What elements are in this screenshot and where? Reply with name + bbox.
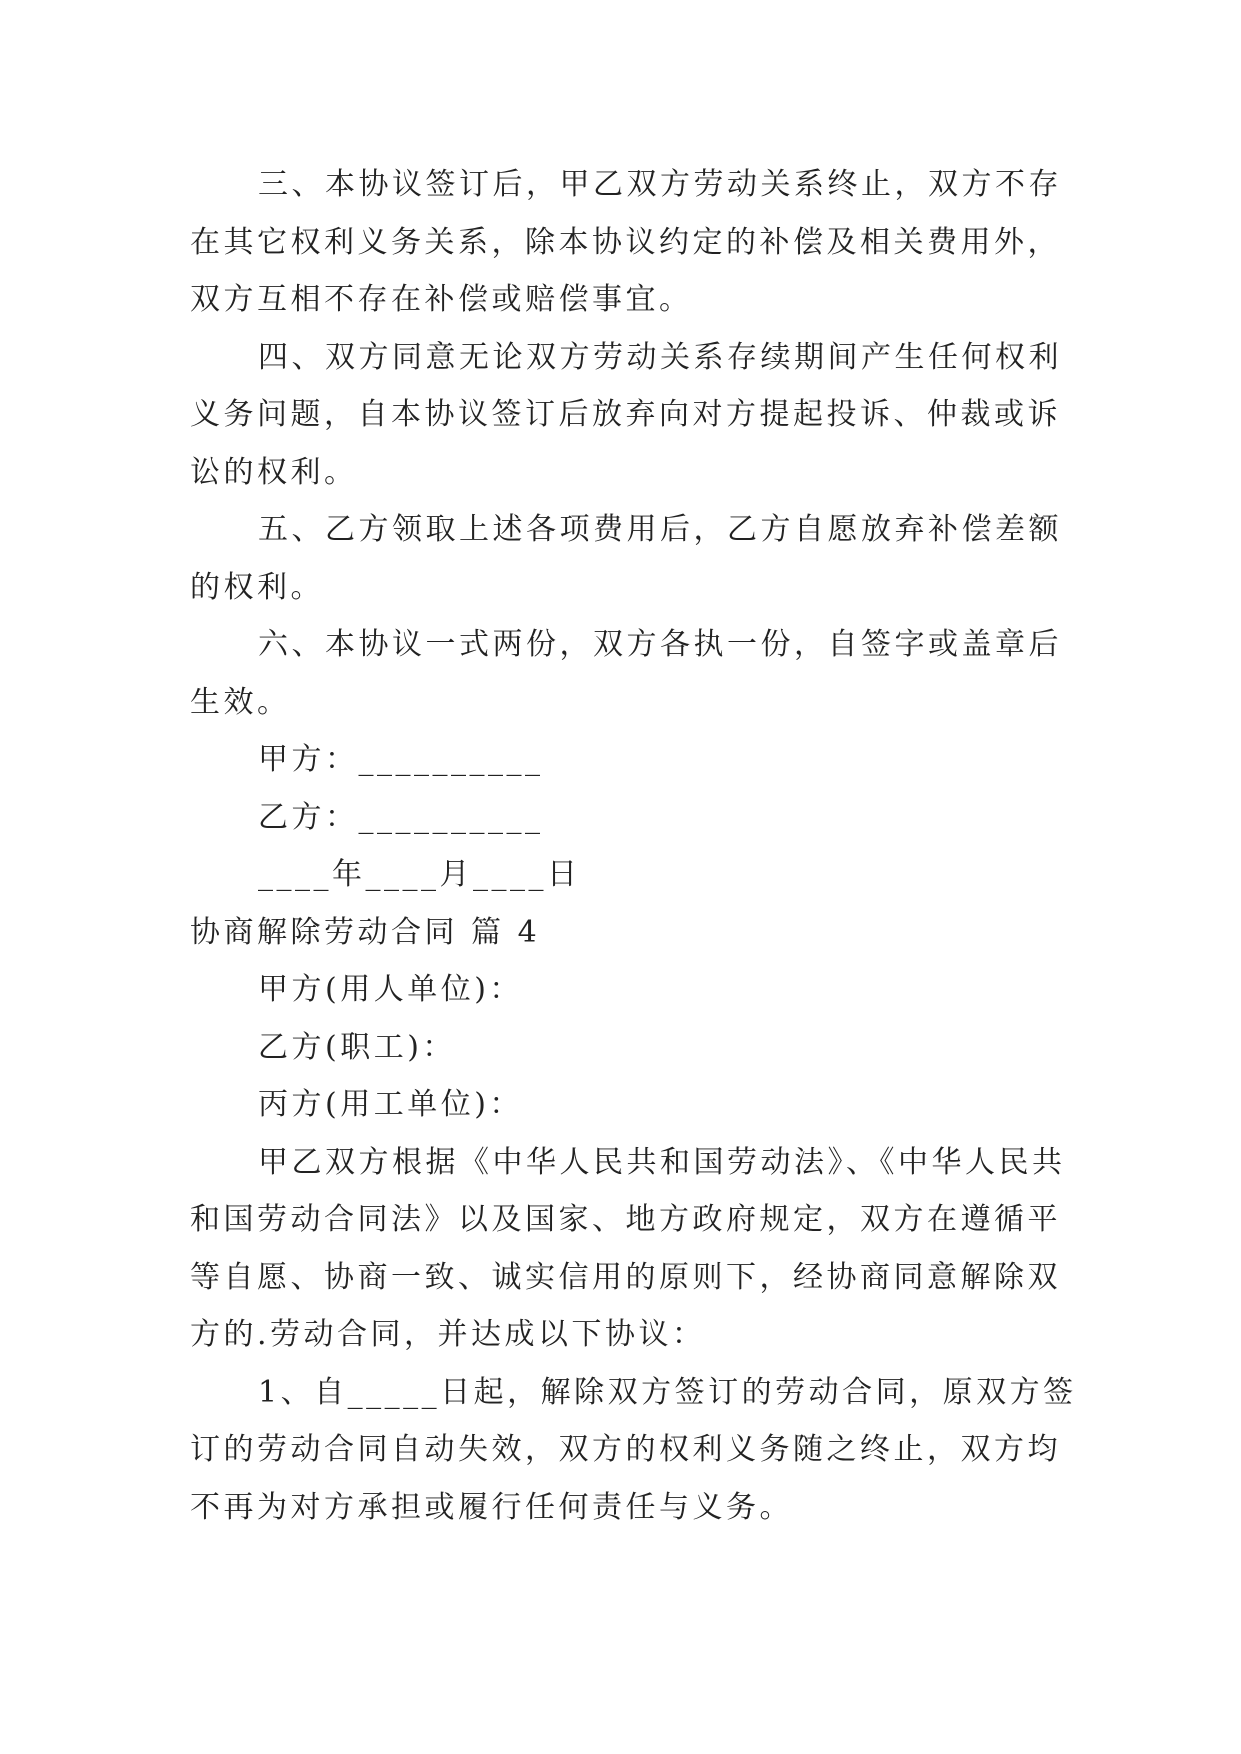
signature-block — [190, 731, 1090, 904]
party-b-signature-line: 乙方：__________ — [258, 799, 544, 835]
clause-5 — [190, 501, 1090, 616]
party-a-signature-line: 甲方：__________ — [258, 742, 544, 777]
party-employee: 乙方(职工)： — [258, 1029, 456, 1065]
clause-3-line: 在其它权利义务关系，除本协议约定的补偿及相关费用外， — [190, 224, 1061, 260]
preamble — [190, 1134, 1090, 1364]
clause-3-line: 三、本协议签订后，甲乙双方劳动关系终止，双方不存 — [258, 167, 1062, 202]
signature-date-line: ____年____月____日 — [258, 857, 581, 892]
clause-4-line: 四、双方同意无论双方劳动关系存续期间产生任何权利 — [258, 339, 1062, 375]
clause-1-line: 1、自_____日起，解除双方签订的劳动合同，原双方签 — [258, 1374, 1077, 1410]
parties-block — [190, 961, 1090, 1134]
clause-6-line: 生效。 — [190, 684, 291, 720]
clause-1-line: 不再为对方承担或履行任何责任与义务。 — [190, 1489, 793, 1525]
clause-4 — [190, 329, 1090, 502]
party-employer: 甲方(用人单位)： — [258, 972, 523, 1007]
clause-6-line: 六、本协议一式两份，双方各执一份，自签字或盖章后 — [258, 627, 1062, 662]
section-heading: 协商解除劳动合同 篇 4 — [190, 914, 541, 950]
clause-3 — [190, 156, 1090, 329]
preamble-line: 方的.劳动合同，并达成以下协议： — [190, 1317, 706, 1352]
party-user-unit: 丙方(用工单位)： — [258, 1087, 523, 1122]
clause-1 — [190, 1364, 1090, 1537]
clause-6 — [190, 616, 1090, 731]
clause-5-line: 五、乙方领取上述各项费用后，乙方自愿放弃补偿差额 — [258, 512, 1062, 547]
clause-3-line: 双方互相不存在补偿或赔偿事宜。 — [190, 282, 693, 317]
preamble-line: 等自愿、协商一致、诚实信用的原则下，经协商同意解除双 — [190, 1259, 1061, 1295]
clause-4-line: 讼的权利。 — [190, 454, 358, 490]
clause-4-line: 义务问题，自本协议签订后放弃向对方提起投诉、仲裁或诉 — [190, 397, 1061, 432]
document-body — [190, 156, 1090, 1536]
preamble-line: 甲乙双方根据《中华人民共和国劳动法》、《中华人民共 — [258, 1144, 1066, 1180]
clause-5-line: 的权利。 — [190, 569, 324, 605]
preamble-line: 和国劳动合同法》以及国家、地方政府规定，双方在遵循平 — [190, 1202, 1061, 1237]
clause-1-line: 订的劳动合同自动失效，双方的权利义务随之终止，双方均 — [190, 1432, 1061, 1467]
